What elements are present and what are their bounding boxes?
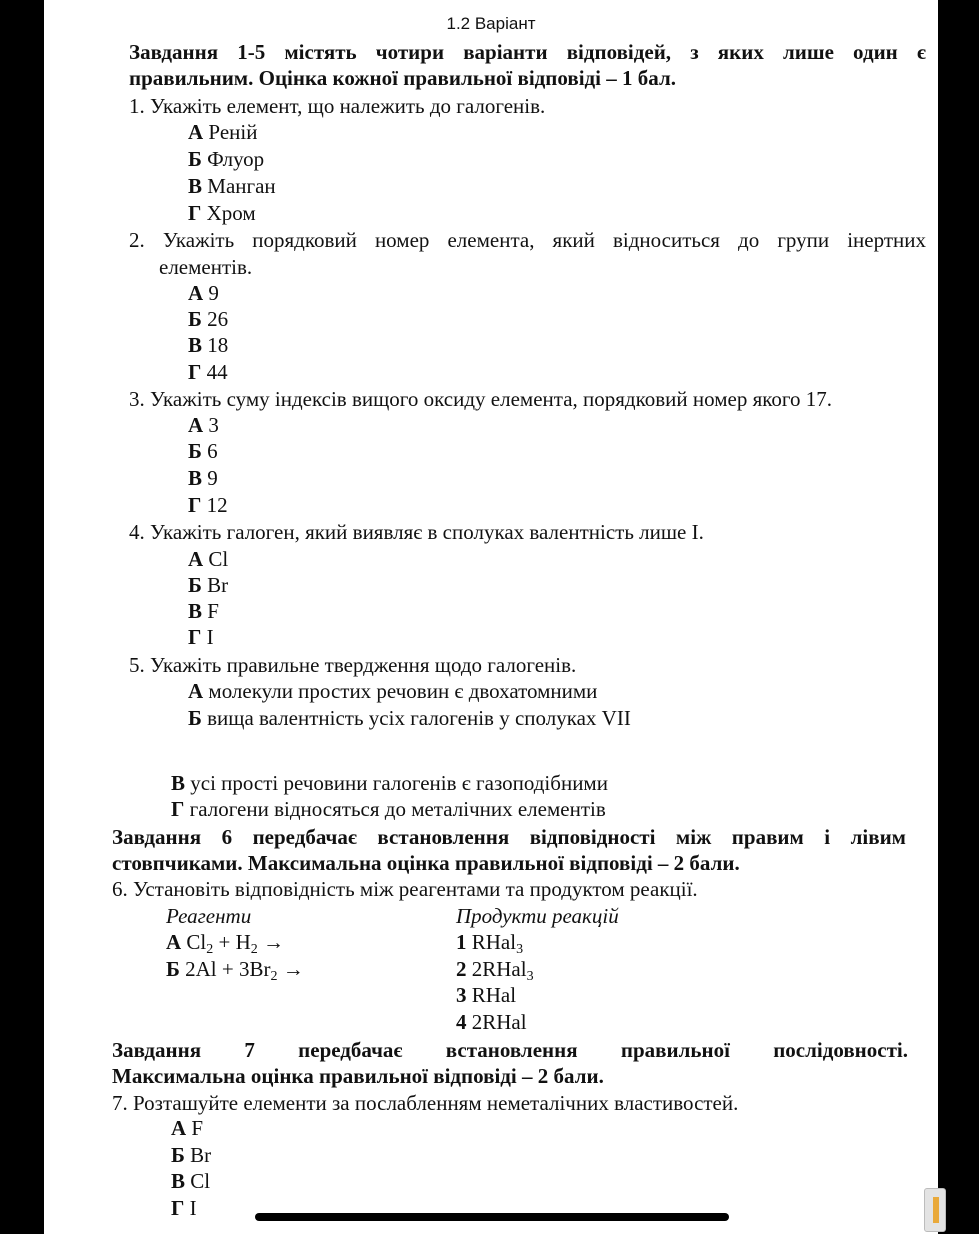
q4-option-c: В F <box>188 599 219 623</box>
q6-product-3: 3 RHal <box>456 983 517 1007</box>
q5-option-d: Г галогени відносяться до металічних елементів <box>171 797 606 821</box>
q7-option-d: Г I <box>171 1196 197 1220</box>
q3-option-b: Б 6 <box>188 439 218 463</box>
section1-intro-line2: правильним. Оцінка кожної правильної відповіді – 1 бал. <box>129 66 676 90</box>
q7-option-b: Б Br <box>171 1143 212 1167</box>
section2-intro-line2: стовпчиками. Максимальна оцінка правильної відповіді – 2 бали. <box>112 851 740 875</box>
q2-option-a: А 9 <box>188 281 219 305</box>
q7-option-c: В Cl <box>171 1169 211 1193</box>
section3-intro-line2: Максимальна оцінка правильної відповіді – 2 бали. <box>112 1064 604 1088</box>
q6-reagent-a: А $Cl_2 + H_2$ → <box>166 930 285 957</box>
q2-text-line2: елементів. <box>159 255 253 279</box>
section2-intro-line1: Завдання 6 передбачає встановлення відповідності між правим і лівим <box>112 825 906 849</box>
q1-option-d: Г Хром <box>188 201 256 225</box>
q3-option-c: В 9 <box>188 466 218 490</box>
q5-option-a: А молекули простих речовин є двохатомними <box>188 679 598 703</box>
q3-option-d: Г 12 <box>188 493 228 517</box>
q4-option-d: Г I <box>188 625 214 649</box>
q7-text: 7. Розташуйте елементи за послабленням неметалічних властивостей. <box>112 1091 739 1115</box>
q1-option-a: А Реній <box>188 120 258 144</box>
q6-reagents-header: Реагенти <box>166 904 252 928</box>
home-indicator[interactable] <box>255 1213 729 1221</box>
q2-option-c: В 18 <box>188 333 229 357</box>
q6-text: 6. Установіть відповідність між реагентами та продуктом реакції. <box>112 877 698 901</box>
q6-product-2: 2 2RHal$_3$ <box>456 957 534 984</box>
q4-option-a: А Cl <box>188 547 229 571</box>
quick-note-corner[interactable] <box>924 1188 946 1232</box>
q3-option-a: А 3 <box>188 413 219 437</box>
q1-text: 1. Укажіть елемент, що належить до галогенів. <box>129 94 546 118</box>
q5-option-c: В усі прості речовини галогенів є газоподібними <box>171 771 608 795</box>
q6-product-1: 1 RHal$_3$ <box>456 930 524 957</box>
q5-option-b: Б вища валентність усіх галогенів у сполуках VII <box>188 706 631 730</box>
q3-text: 3. Укажіть суму індексів вищого оксиду елемента, порядковий номер якого 17. <box>129 387 832 411</box>
q4-option-b: Б Br <box>188 573 229 597</box>
q5-text: 5. Укажіть правильне твердження щодо галогенів. <box>129 653 577 677</box>
q7-option-a: А F <box>171 1116 204 1140</box>
q1-option-c: В Манган <box>188 174 276 198</box>
section1-intro-line1: Завдання 1-5 містять чотири варіанти відповідей, з яких лише один є <box>129 40 926 64</box>
section3-intro-line1: Завдання 7 передбачає встановлення правильної послідовності. <box>112 1038 908 1062</box>
q2-option-b: Б 26 <box>188 307 229 331</box>
q6-product-4: 4 2RHal <box>456 1010 527 1034</box>
q2-option-d: Г 44 <box>188 360 228 384</box>
q1-option-b: Б Флуор <box>188 147 265 171</box>
q6-reagent-b: Б $2Al + 3Br_2$ → <box>166 957 304 984</box>
q6-products-header: Продукти реакцій <box>456 904 619 928</box>
document-page <box>44 0 938 1234</box>
page-title: 1.2 Варіант <box>446 14 536 33</box>
q4-text: 4. Укажіть галоген, який виявляє в сполуках валентність лише I. <box>129 520 704 544</box>
q2-text-line1: 2. Укажіть порядковий номер елемента, який відноситься до групи інертних <box>129 228 926 252</box>
